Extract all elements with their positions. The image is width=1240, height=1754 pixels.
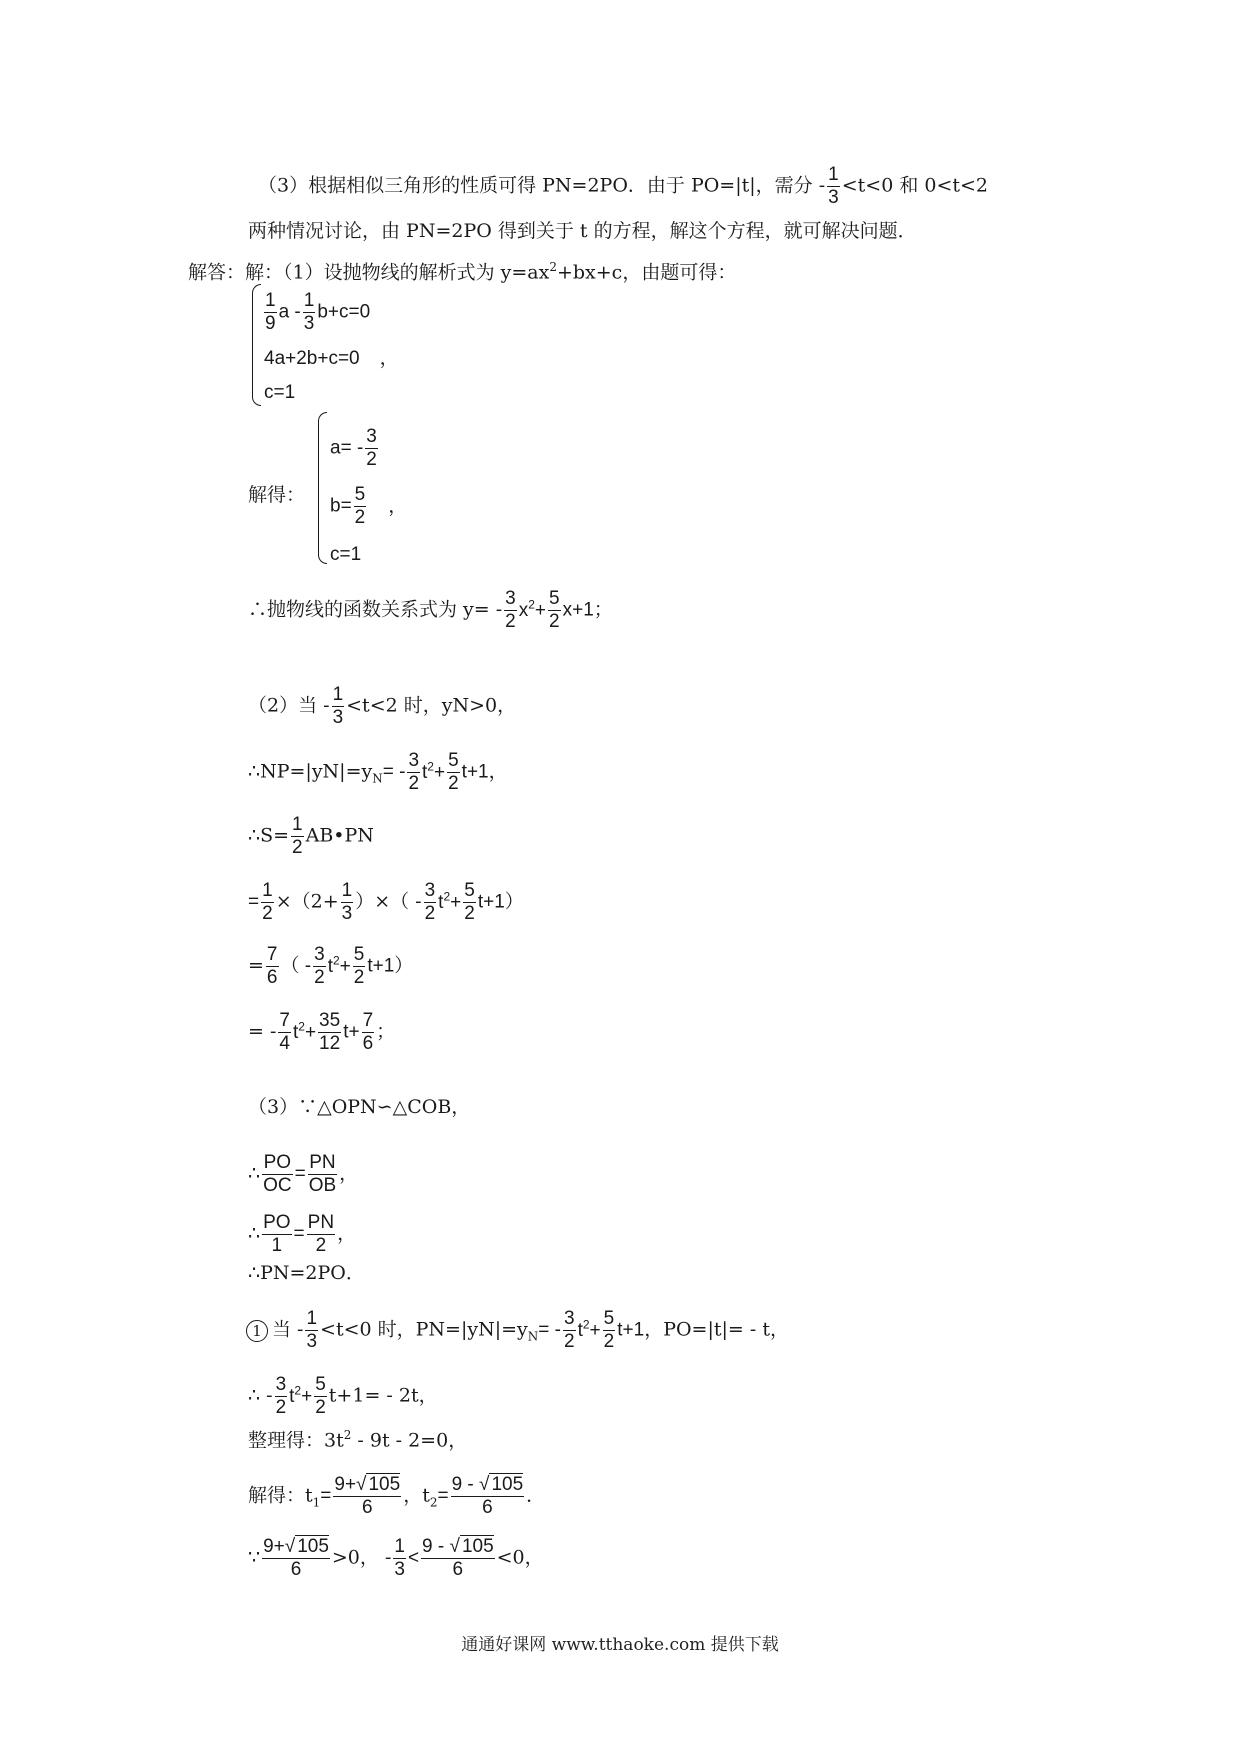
final-line: ∵ $\frac{9+√ 105}{6}$ >0， - $\frac{1}{3}$ < $\frac{9 - √ 105}{6}$ <0， — [248, 1536, 544, 1580]
hint-text-tail: <t<0 和 0<t<2 — [841, 174, 989, 197]
parabola-line: ∴抛物线的函数关系式为 y= - $\frac{3}{2}$ $x^2+$ $\frac{5}{2}$ x+1； — [248, 588, 613, 632]
system-brace-1 — [252, 284, 261, 406]
ratio-line-1: ∴ $\frac{PO}{OC}$ = $\frac{PN}{OB}$ ， — [248, 1152, 359, 1196]
hint-line-1 — [258, 164, 988, 209]
area-line-1: ∴S= $\frac{1}{2}$ AB•PN — [248, 814, 374, 858]
area-line-3: = $\frac{7}{6}$ （ - $\frac{3}{2}$ $t^2+$ $\frac{5}{2}$ t+1） — [248, 944, 414, 988]
system1-eq2: 4a+2b+c=0 ， — [264, 348, 399, 369]
hint-line-2: 两种情况讨论，由 PN=2PO 得到关于 t 的方程，解这个方程，就可解决问题． — [248, 220, 917, 242]
area-line-2: = $\frac{1}{2}$ ×（2+ $\frac{1}{3}$ ）×（ - $\frac{3}{2}$ $t^2+$ $\frac{5}{2}$ t+1） — [248, 880, 524, 924]
hint-text: （3）根据相似三角形的性质可得 PN=2PO．由于 PO=|t|，需分 - — [258, 174, 826, 197]
equation-line: ∴ - $\frac{3}{2}$ $t^2+$ $\frac{5}{2}$ t+1= - 2t， — [248, 1374, 438, 1418]
roots-line: 解得：$t_1=$ $\frac{9+√ 105}{6}$ ，$t_2=$ $\frac{9 - √ 105}{6}$ ． — [248, 1474, 546, 1518]
part3-similar: （3）∵△OPN∽△COB， — [248, 1096, 471, 1118]
circled-number: 1 — [246, 1320, 268, 1342]
system2-b: b= $\frac{5}{2}$ ， — [330, 484, 408, 528]
system1-eq1: $\frac{1}{9}$ a - $\frac{1}{3}$ b+c=0 — [265, 290, 371, 334]
footer: 通通好课网 www.tthaoke.com 提供下载 — [461, 1635, 779, 1655]
solve-label: 解得： — [248, 484, 306, 506]
system2-a: a= - $\frac{3}{2}$ — [330, 426, 377, 470]
ratio-line-2: ∴ $\frac{PO}{1}$ = $\frac{PN}{2}$ ， — [248, 1212, 357, 1256]
answer-intro: 解答：解：（1）设抛物线的解析式为 $y=ax^2+bx+c$，由题可得： — [188, 260, 737, 284]
pn-2po: ∴PN=2PO． — [248, 1262, 365, 1284]
system1-eq3: c=1 — [264, 382, 296, 403]
system2-c: c=1 — [330, 544, 362, 565]
fraction: $\frac{1}{3}$ — [828, 164, 839, 208]
part2-when: （2）当 - $\frac{1}{3}$ <t<2 时，yN>0， — [248, 684, 517, 728]
case1-line: 1 当 - $\frac{1}{3}$ <t<0 时，$PN=|yN|=y_N=$ - $\frac{3}{2}$ $t^2+$ $\frac{5}{2}$ t+1，PO=|t|= - t， — [246, 1308, 789, 1353]
area-line-4: = - $\frac{7}{4}$ $t^2+$ $\frac{35}{12}$ t+ $\frac{7}{6}$ ； — [248, 1010, 396, 1054]
np-line: $\therefore NP=|yN|=y_N=$ - $\frac{3}{2}$ $t^2+$ $\frac{5}{2}$ t+1， — [248, 750, 508, 794]
simplify-line: 整理得：$3t^2 - 9t - 2=0$， — [248, 1428, 468, 1452]
system-brace-2 — [318, 412, 327, 564]
